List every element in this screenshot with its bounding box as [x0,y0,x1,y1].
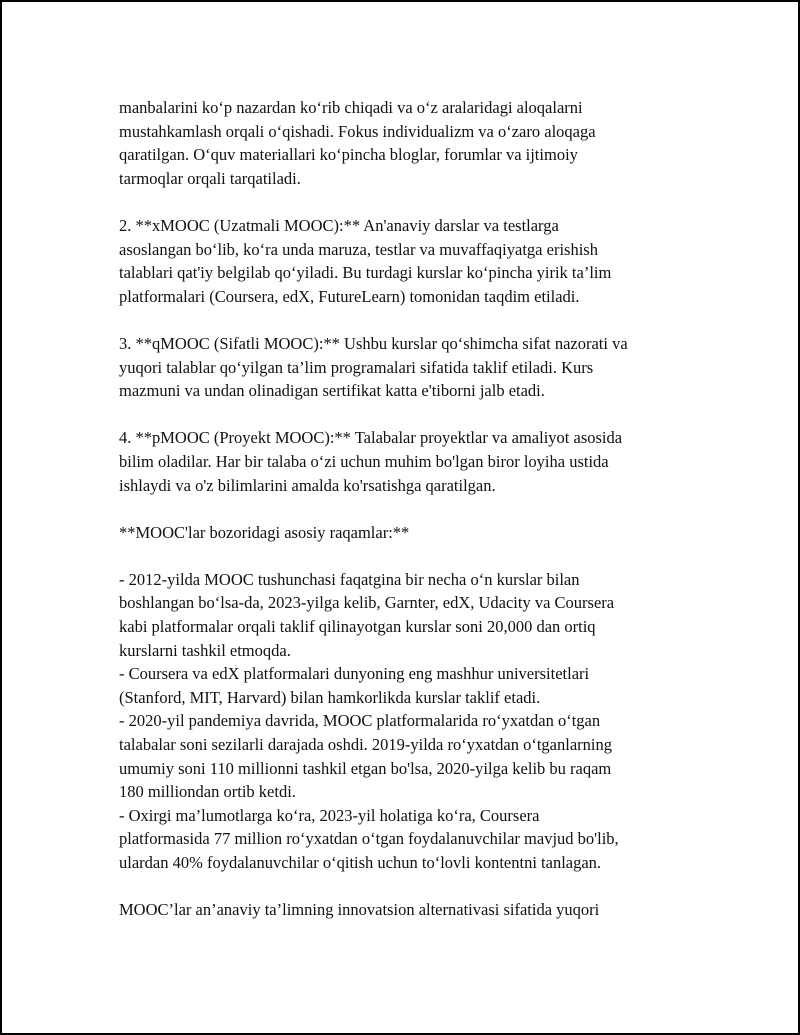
text-line: yuqori talablar qo‘yilgan ta’lim programalari sifatida taklif etiladi. Kurs [119,357,594,377]
list-item-line: platformasida 77 million ro‘yxatdan o‘tgan foydalanuvchilar mavjud bo'lib, [119,829,619,849]
list-item-line: ulardan 40% foydalanuvchilar o‘qitish uchun to‘lovli kontentni tanlagan. [119,853,602,872]
text-line: talablari qat'iy belgilab qo‘yiladi. Bu turdagi kurslar ko‘pincha yirik ta’lim [119,263,612,283]
list-item-line: umumiy soni 110 millionni tashkil etgan bo'lsa, 2020-yilga kelib bu raqam [119,758,612,778]
heading-line: **MOOC'lar bozoridagi asosiy raqamlar:** [119,522,410,542]
list-item-line: boshlangan bo‘lsa-da, 2023-yilga kelib, Garnter, edX, Udacity va Coursera [119,593,615,613]
text-line: platformalari (Coursera, edX, FutureLearn) tomonidan taqdim etiladi. [119,286,580,306]
document-body [119,96,709,945]
text-line: bilim oladilar. Har bir talaba o‘zi uchun muhim bo'lgan biror loyiha ustida [119,451,609,471]
paragraph-pmooc [119,426,709,497]
text-line: 3. **qMOOC (Sifatli MOOC):** Ushbu kurslar qo‘shimcha sifat nazorati va [119,333,628,353]
section-heading-market-numbers [119,521,709,545]
list-item-line: - Coursera va edX platformalari dunyoning eng mashhur universitetlari [119,664,590,684]
text-line: mazmuni va undan olinadigan sertifikat katta e'tiborni jalb etadi. [119,381,545,401]
text-line: tarmoqlar orqali tarqatiladi. [119,168,301,188]
paragraph-qmooc [119,332,709,403]
paragraph-connectivism-continued [119,96,709,190]
paragraph-conclusion [119,898,709,922]
list-item-line: (Stanford, MIT, Harvard) bilan hamkorlikda kurslar taklif etadi. [119,687,541,707]
text-line: 4. **pMOOC (Proyekt MOOC):** Talabalar proyektlar va amaliyot asosida [119,428,623,448]
list-item-line: talabalar soni sezilarli darajada oshdi. 2019-yilda ro‘yxatdan o‘tganlarning [119,735,612,755]
list-item-line: kurslarni tashkil etmoqda. [119,640,291,660]
list-item-line: 180 milliondan ortib ketdi. [119,782,296,802]
list-item-line: - Oxirgi ma’lumotlarga ko‘ra, 2023-yil holatiga ko‘ra, Coursera [119,805,540,825]
text-line: manbalarini ko‘p nazardan ko‘rib chiqadi va o‘z aralaridagi aloqalarni [119,98,583,117]
list-item-line: - 2020-yil pandemiya davrida, MOOC platformalarida ro‘yxatdan o‘tgan [119,711,601,731]
text-line: MOOC’lar an’anaviy ta’limning innovatsion alternativasi sifatida yuqori [119,900,600,920]
text-line: 2. **xMOOC (Uzatmali MOOC):** An'anaviy darslar va testlarga [119,215,559,235]
list-item-line: - 2012-yilda MOOC tushunchasi faqatgina bir necha o‘n kurslar bilan [119,569,580,589]
text-line: mustahkamlash orqali o‘qishadi. Fokus individualizm va o‘zaro aloqaga [119,121,596,141]
paragraph-xmooc [119,214,709,308]
bullet-list-market-stats [119,568,709,875]
text-line: ishlaydi va o'z bilimlarini amalda ko'rsatishga qaratilgan. [119,475,496,495]
text-line: qaratilgan. O‘quv materiallari ko‘pincha bloglar, forumlar va ijtimoiy [119,145,578,165]
text-line: asoslangan bo‘lib, ko‘ra unda maruza, testlar va muvaffaqiyatga erishish [119,239,598,259]
list-item-line: kabi platformalar orqali taklif qilinayotgan kurslar soni 20,000 dan ortiq [119,617,596,637]
